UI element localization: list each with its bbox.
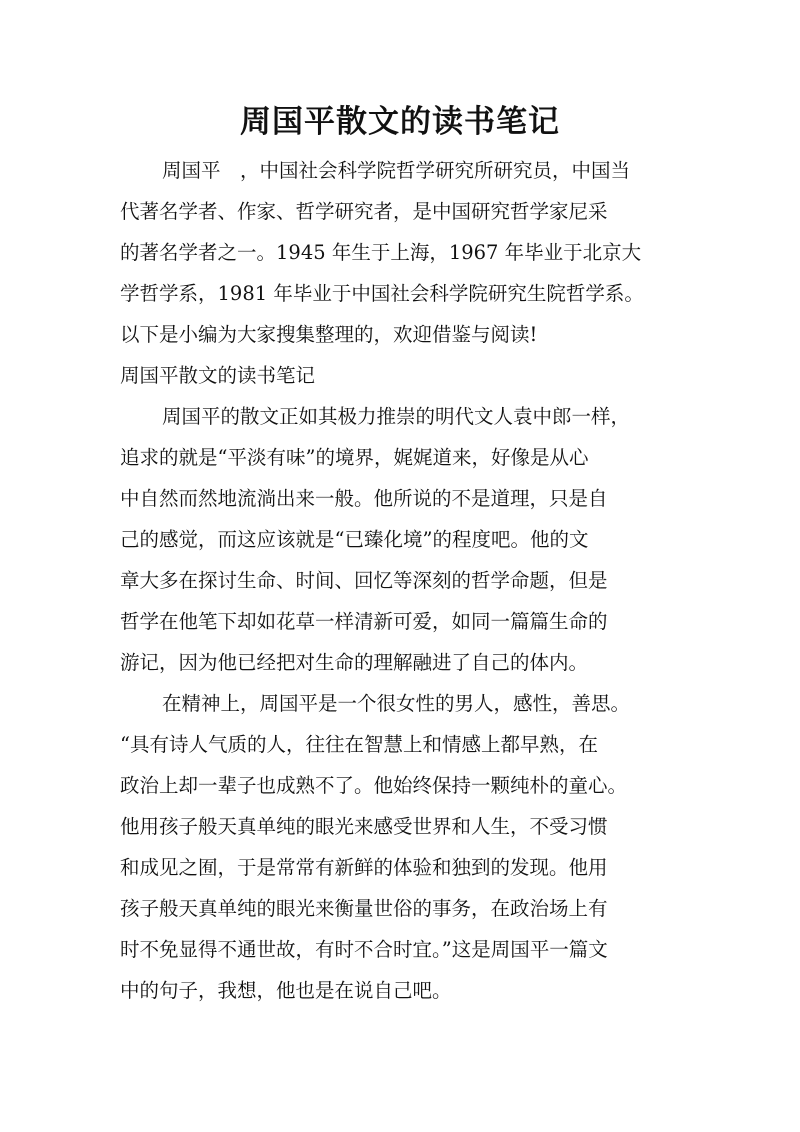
paragraph-line: 周国平的散文正如其极力推崇的明代文人袁中郎一样，: [162, 405, 631, 428]
paragraph-line: 孩子般天真单纯的眼光来衡量世俗的事务，在政治场上有: [120, 897, 608, 920]
document-body: [120, 150, 690, 1011]
intro-paragraph: [120, 150, 690, 355]
paragraph-line: 中的句子，我想，他也是在说自己吧。: [120, 979, 452, 1002]
intro-line: 以下是小编为大家搜集整理的，欢迎借鉴与阅读!: [120, 323, 538, 346]
intro-line: 代著名学者、作家、哲学研究者，是中国研究哲学家尼采: [120, 200, 608, 223]
intro-line: 的著名学者之一。1945 年生于上海，1967 年毕业于北京大: [120, 241, 642, 264]
paragraph-line: 追求的就是“平淡有味”的境界，娓娓道来，好像是从心: [120, 446, 589, 469]
paragraph-line: 哲学在他笔下却如花草一样清新可爱，如同一篇篇生命的: [120, 610, 608, 633]
paragraph-line: 他用孩子般天真单纯的眼光来感受世界和人生，不受习惯: [120, 815, 608, 838]
paragraph-line: 政治上却一辈子也成熟不了。他始终保持一颗纯朴的童心。: [120, 774, 628, 797]
paragraph-line: 游记，因为他已经把对生命的理解融进了自己的体内。: [120, 651, 589, 674]
intro-line: 周国平 ，中国社会科学院哲学研究所研究员，中国当: [162, 159, 631, 182]
paragraph-line: 中自然而然地流淌出来一般。他所说的不是道理，只是自: [120, 487, 608, 510]
paragraph-line: “具有诗人气质的人，往往在智慧上和情感上都早熟，在: [120, 733, 598, 756]
paragraph-line: 在精神上，周国平是一个很女性的男人，感性，善思。: [162, 692, 631, 715]
body-paragraph-1: [120, 396, 690, 683]
intro-line: 学哲学系，1981 年毕业于中国社会科学院研究生院哲学系。: [120, 282, 644, 305]
body-paragraph-2: [120, 683, 690, 1011]
paragraph-line: 己的感觉，而这应该就是“已臻化境”的程度吧。他的文: [120, 528, 589, 551]
paragraph-line: 章大多在探讨生命、时间、回忆等深刻的哲学命题，但是: [120, 569, 608, 592]
paragraph-line: 和成见之囿，于是常常有新鲜的体验和独到的发现。他用: [120, 856, 608, 879]
document-title: 周国平散文的读书笔记: [240, 104, 560, 140]
paragraph-line: 时不免显得不通世故，有时不合时宜。”这是周国平一篇文: [120, 938, 608, 961]
section-heading: 周国平散文的读书笔记: [120, 364, 316, 387]
